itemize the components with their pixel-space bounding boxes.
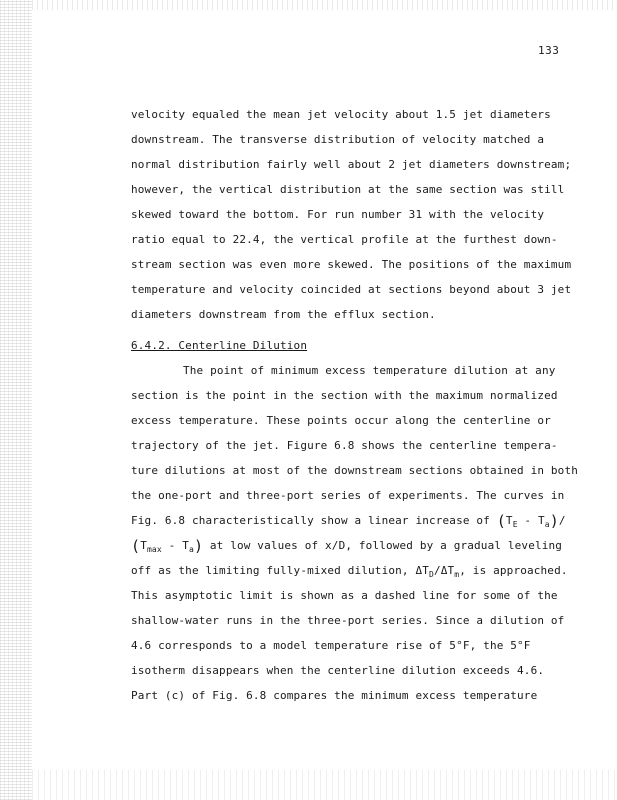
formula-symbol: ΔT: [415, 564, 429, 577]
text-fragment: , is approached.: [459, 564, 568, 577]
text-line: downstream. The transverse distribution of velocity matched a: [131, 133, 545, 146]
formula-paren: (: [496, 512, 506, 530]
text-line: 4.6 corresponds to a model temperature rise of 5°F, the 5°F: [131, 639, 531, 652]
text-fragment: off as the limiting fully-mixed dilution,: [131, 564, 416, 577]
formula-subscript: a: [544, 520, 550, 529]
formula-symbol: /: [558, 514, 566, 527]
formula-subscript: E: [512, 520, 518, 529]
text-line: trajectory of the jet. Figure 6.8 shows the centerline tempera-: [131, 439, 558, 452]
text-line-formula: [131, 564, 568, 578]
text-line: shallow-water runs in the three-port series. Since a dilution of: [131, 614, 565, 627]
formula-paren: (: [131, 537, 141, 555]
formula-subscript: max: [146, 545, 162, 554]
formula-paren: ): [549, 512, 559, 530]
text-line: Part (c) of Fig. 6.8 compares the minimum excess temperature: [131, 689, 538, 702]
formula-symbol: T: [505, 514, 513, 527]
text-line: diameters downstream from the efflux section.: [131, 308, 436, 321]
scan-noise-bottom-edge: [32, 770, 617, 800]
text-line: This asymptotic limit is shown as a dashed line for some of the: [131, 589, 558, 602]
text-line-formula: [131, 514, 566, 528]
text-fragment: Fig. 6.8 characteristically show a linear increase of: [131, 514, 497, 527]
text-line: stream section was even more skewed. The positions of the maximum: [131, 258, 572, 271]
text-line: excess temperature. These points occur along the centerline or: [131, 414, 551, 427]
formula-subscript: D: [429, 570, 434, 579]
formula-subscript: a: [188, 545, 194, 554]
formula-subscript: m: [454, 570, 460, 579]
text-line: ratio equal to 22.4, the vertical profile at the furthest down-: [131, 233, 558, 246]
formula-symbol: T: [140, 539, 147, 552]
text-line: isotherm disappears when the centerline dilution exceeds 4.6.: [131, 664, 545, 677]
page-number: 133: [538, 44, 560, 57]
text-line: however, the vertical distribution at the same section was still: [131, 183, 565, 196]
section-heading: 6.4.2. Centerline Dilution: [131, 339, 308, 352]
text-fragment: at low values of x/D, followed by a gradual leveling: [203, 539, 563, 552]
formula-symbol: - T: [161, 539, 189, 552]
text-line: velocity equaled the mean jet velocity about 1.5 jet diameters: [131, 108, 551, 121]
formula-symbol: /ΔT: [433, 564, 455, 577]
scan-noise-top-edge: [32, 0, 617, 10]
formula-paren: ): [193, 537, 204, 555]
text-line-formula: [131, 539, 562, 553]
text-line: skewed toward the bottom. For run number 31 with the velocity: [131, 208, 545, 221]
text-line: ture dilutions at most of the downstream sections obtained in both: [131, 464, 578, 477]
text-line: normal distribution fairly well about 2 jet diameters downstream;: [131, 158, 572, 171]
text-line: The point of minimum excess temperature dilution at any: [183, 364, 556, 377]
text-line: section is the point in the section with the maximum normalized: [131, 389, 558, 402]
scan-noise-left-edge: [0, 0, 32, 800]
text-line: the one-port and three-port series of experiments. The curves in: [131, 489, 565, 502]
text-line: temperature and velocity coincided at sections beyond about 3 jet: [131, 283, 572, 296]
formula-symbol: - T: [517, 514, 545, 527]
